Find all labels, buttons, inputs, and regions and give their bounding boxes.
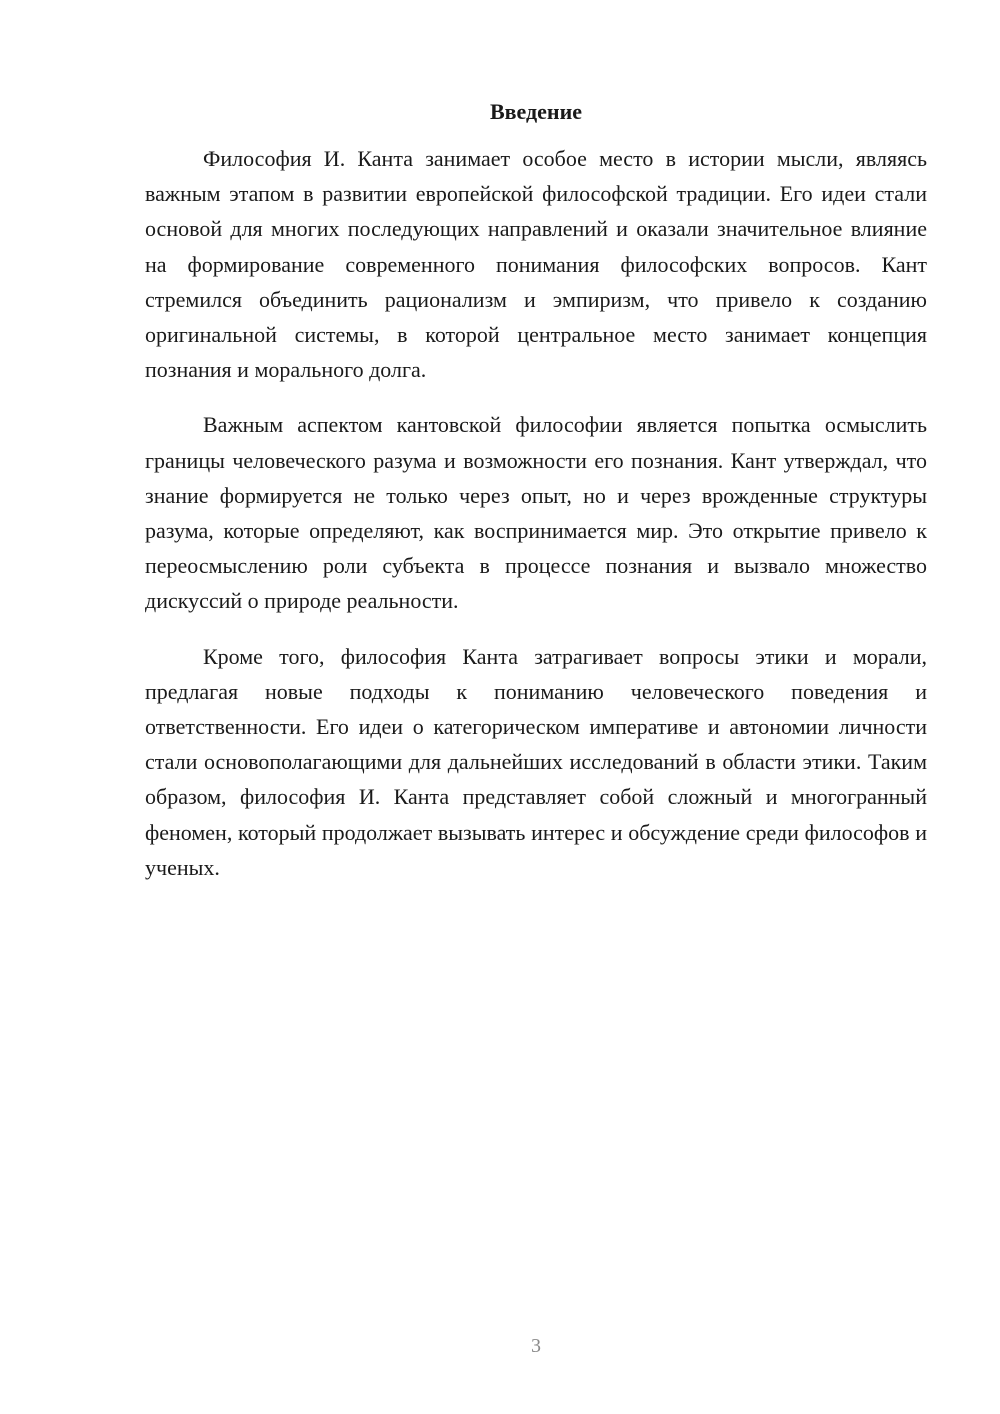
section-title: Введение [489, 99, 583, 124]
paragraph-2: Важным аспектом кантовской философии является попытка осмыслить границы человеческого разума и возможности его познания. Кант утверждал, что знание формируется не только через опыт, но и через врожденные структуры разума, которые определяют, как воспринимается мир. Это открытие привело к переосмыслению роли субъекта в процессе познания и вызвало множество дискуссий о природе реальности. [145, 412, 927, 614]
document-body [145, 96, 927, 885]
paragraph-1: Философия И. Канта занимает особое место в истории мысли, являясь важным этапом в развитии европейской философской традиции. Его идеи стали основой для многих последующих направлений и оказали значительное влияние на формирование современного понимания философских вопросов. Кант стремился объединить рационализм и эмпиризм, что привело к созданию оригинальной системы, в которой центральное место занимает концепция познания и морального долга. [145, 146, 927, 383]
paragraph-3: Кроме того, философия Канта затрагивает вопросы этики и морали, предлагая новые подходы к пониманию человеческого поведения и ответственности. Его идеи о категорическом императиве и автономии личности стали основополагающими для дальнейших исследований в области этики. Таким образом, философия И. Канта представляет собой сложный и многогранный феномен, который продолжает вызывать интерес и обсуждение среди философов и ученых. [145, 643, 927, 880]
page-number: 3 [531, 1335, 541, 1357]
